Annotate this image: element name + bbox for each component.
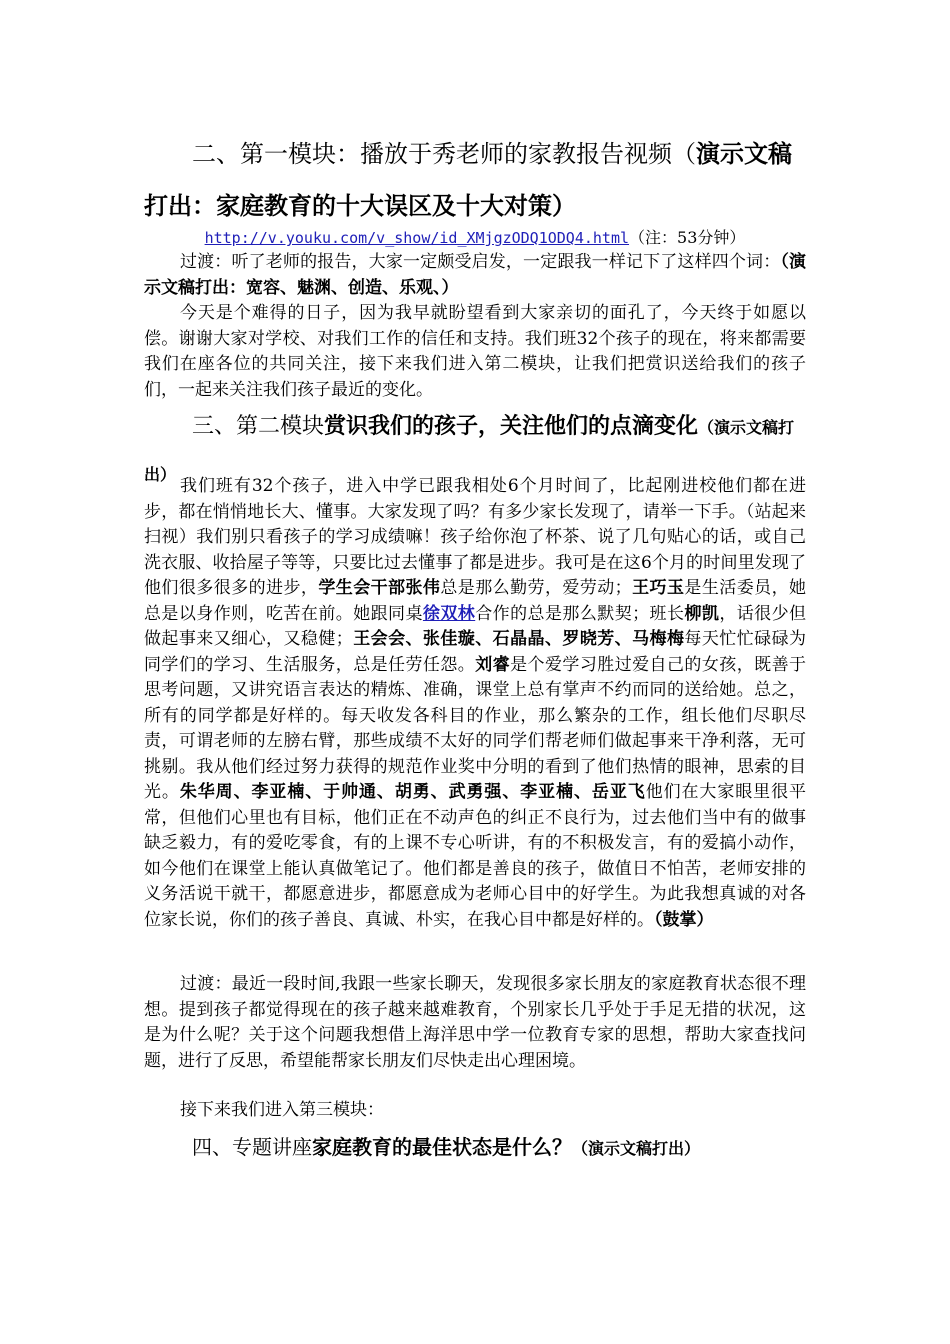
video-duration-note: （注：53分钟） <box>629 228 746 247</box>
kids-name-group-1: 王会会、张佳璇、石晶晶、罗晓芳、马梅梅 <box>352 629 685 649</box>
kids-text-8: 他们在大家眼里很平常，但他们心里也有目标，他们正在不动声色的纠正不良行为，过去他们当中有的做事缺乏毅力，有的爱吃零食，有的上课不专心听讲，有的不积极发言，有的爱搞小动作，如今他们在课堂上能认真做笔记了。他们都是善良的孩子，做值日不怕苦，老师安排的义务活说干就干，都愿意进步，都愿意成为老师心目中的好学生。为此我想真诚的对各位家长说，你们的孩子善良、真诚、朴实，在我心目中都是好样的。 <box>144 782 807 930</box>
section-2-slide-note: 演示文稿打出：家庭教育的十大误区及十大对策） <box>144 140 792 220</box>
kids-text-4: 合作的总是那么默契；班长 <box>475 603 685 624</box>
kids-name-link[interactable]: 徐双林 <box>422 603 476 624</box>
kids-text-6: 每天忙忙碌碌为同学们的学习、生活服务，总是任劳任怨。 <box>144 629 807 675</box>
section-2-heading <box>144 128 806 232</box>
kids-text-7: 是个爱学习胜过爱自己的女孩，既善于思考问题，又讲究语言表达的精炼、准确，课堂上总有掌声不约而同的送给她。总之，所有的同学都是好样的。每天收发各科目的作业，那么繁杂的工作，组长他们尽职尽责，可谓老师的左膀右臂，那些成绩不太好的同学们帮老师们做起事来干净利落，无可挑剔。我从他们经过努力获得的规范作业奖中分明的看到了他们热情的眼神，思索的目光。 <box>144 654 807 802</box>
kids-name-3: 柳凯 <box>684 603 720 624</box>
video-link-line <box>144 226 806 250</box>
kids-text-1: 我们班有32个孩子，进入中学已跟我相处6个月时间了，比起刚进校他们都在进步，都在悄悄地长大、懂事。大家发现了吗？有多少家长发现了，请举一下手。（站起来扫视）我们别只看孩子的学习成绩嘛！孩子给你泡了杯茶、说了几句贴心的话，或自己洗衣服、收拾屋子等等，只要比过去懂事了都是进步。我可是在这6个月的时间里发现了他们很多很多的进步， <box>144 476 806 598</box>
kids-name-2: 王巧玉 <box>631 578 685 598</box>
transition-1 <box>144 250 806 301</box>
kids-name-group-2: 朱华周、李亚楠、于帅通、胡勇、武勇强、李亚楠、岳亚飞 <box>179 782 646 802</box>
next-module-line: 接下来我们进入第三模块： <box>180 1100 384 1120</box>
kids-applause: （鼓掌） <box>654 909 714 930</box>
section-4-prefix: 四、专题讲座 <box>192 1135 312 1159</box>
section-3-prefix: 三、第二模块 <box>192 414 325 439</box>
paragraph-kids <box>144 474 806 933</box>
section-4-slide-note: （演示文稿打出） <box>572 1139 701 1158</box>
transition-2: 过渡：最近一段时间,我跟一些家长聊天，发现很多家长朋友的家庭教育状态很不理想。提到孩子都觉得现在的孩子越来越难教育，个别家长几乎处于手足无措的状况，这是为什么呢？关于这个问题我想借上海洋思中学一位教育专家的思想，帮助大家查找问题，进行了反思，希望能帮家长朋友们尽快走出心理困境。 <box>144 974 806 1071</box>
paragraph-today: 今天是个难得的日子，因为我早就盼望看到大家亲切的面孔了，今天终于如愿以偿。谢谢大家对学校、对我们工作的信任和支持。我们班32个孩子的现在，将来都需要我们在座各位的共同关注，接下来我们进入第二模块，让我们把赏识送给我们的孩子们，一起来关注我们孩子最近的变化。 <box>144 303 806 400</box>
video-link[interactable]: http://v.youku.com/v_show/id_XMjgzODQ1ODQ4.html <box>204 229 630 247</box>
section-4-heading <box>144 1127 806 1169</box>
section-2-title: 二、第一模块：播放于秀老师的家教报告视频（ <box>192 140 696 168</box>
kids-text-3: 是生活委员，她总是以身作则，吃苦在前。她跟同桌 <box>144 578 807 624</box>
section-4-title: 家庭教育的最佳状态是什么？ <box>312 1135 572 1159</box>
transition-1-slide-note: （演示文稿打出：宽容、魅渊、创造、乐观、） <box>144 252 807 298</box>
kids-text-5: ，话很少但做起事来又细心，又稳健； <box>144 603 807 649</box>
transition-1-text: 过渡：听了老师的报告，大家一定颇受启发，一定跟我一样记下了这样四个词： <box>180 252 781 272</box>
section-3-title: 赏识我们的孩子，关注他们的点滴变化 <box>324 414 699 439</box>
section-3-slide-note: （演示文稿打出） <box>144 418 795 484</box>
kids-name-4: 刘睿 <box>475 654 511 675</box>
kids-name-1: 学生会干部张伟 <box>318 578 441 598</box>
kids-text-2: 总是那么勤劳，爱劳动； <box>440 578 632 598</box>
